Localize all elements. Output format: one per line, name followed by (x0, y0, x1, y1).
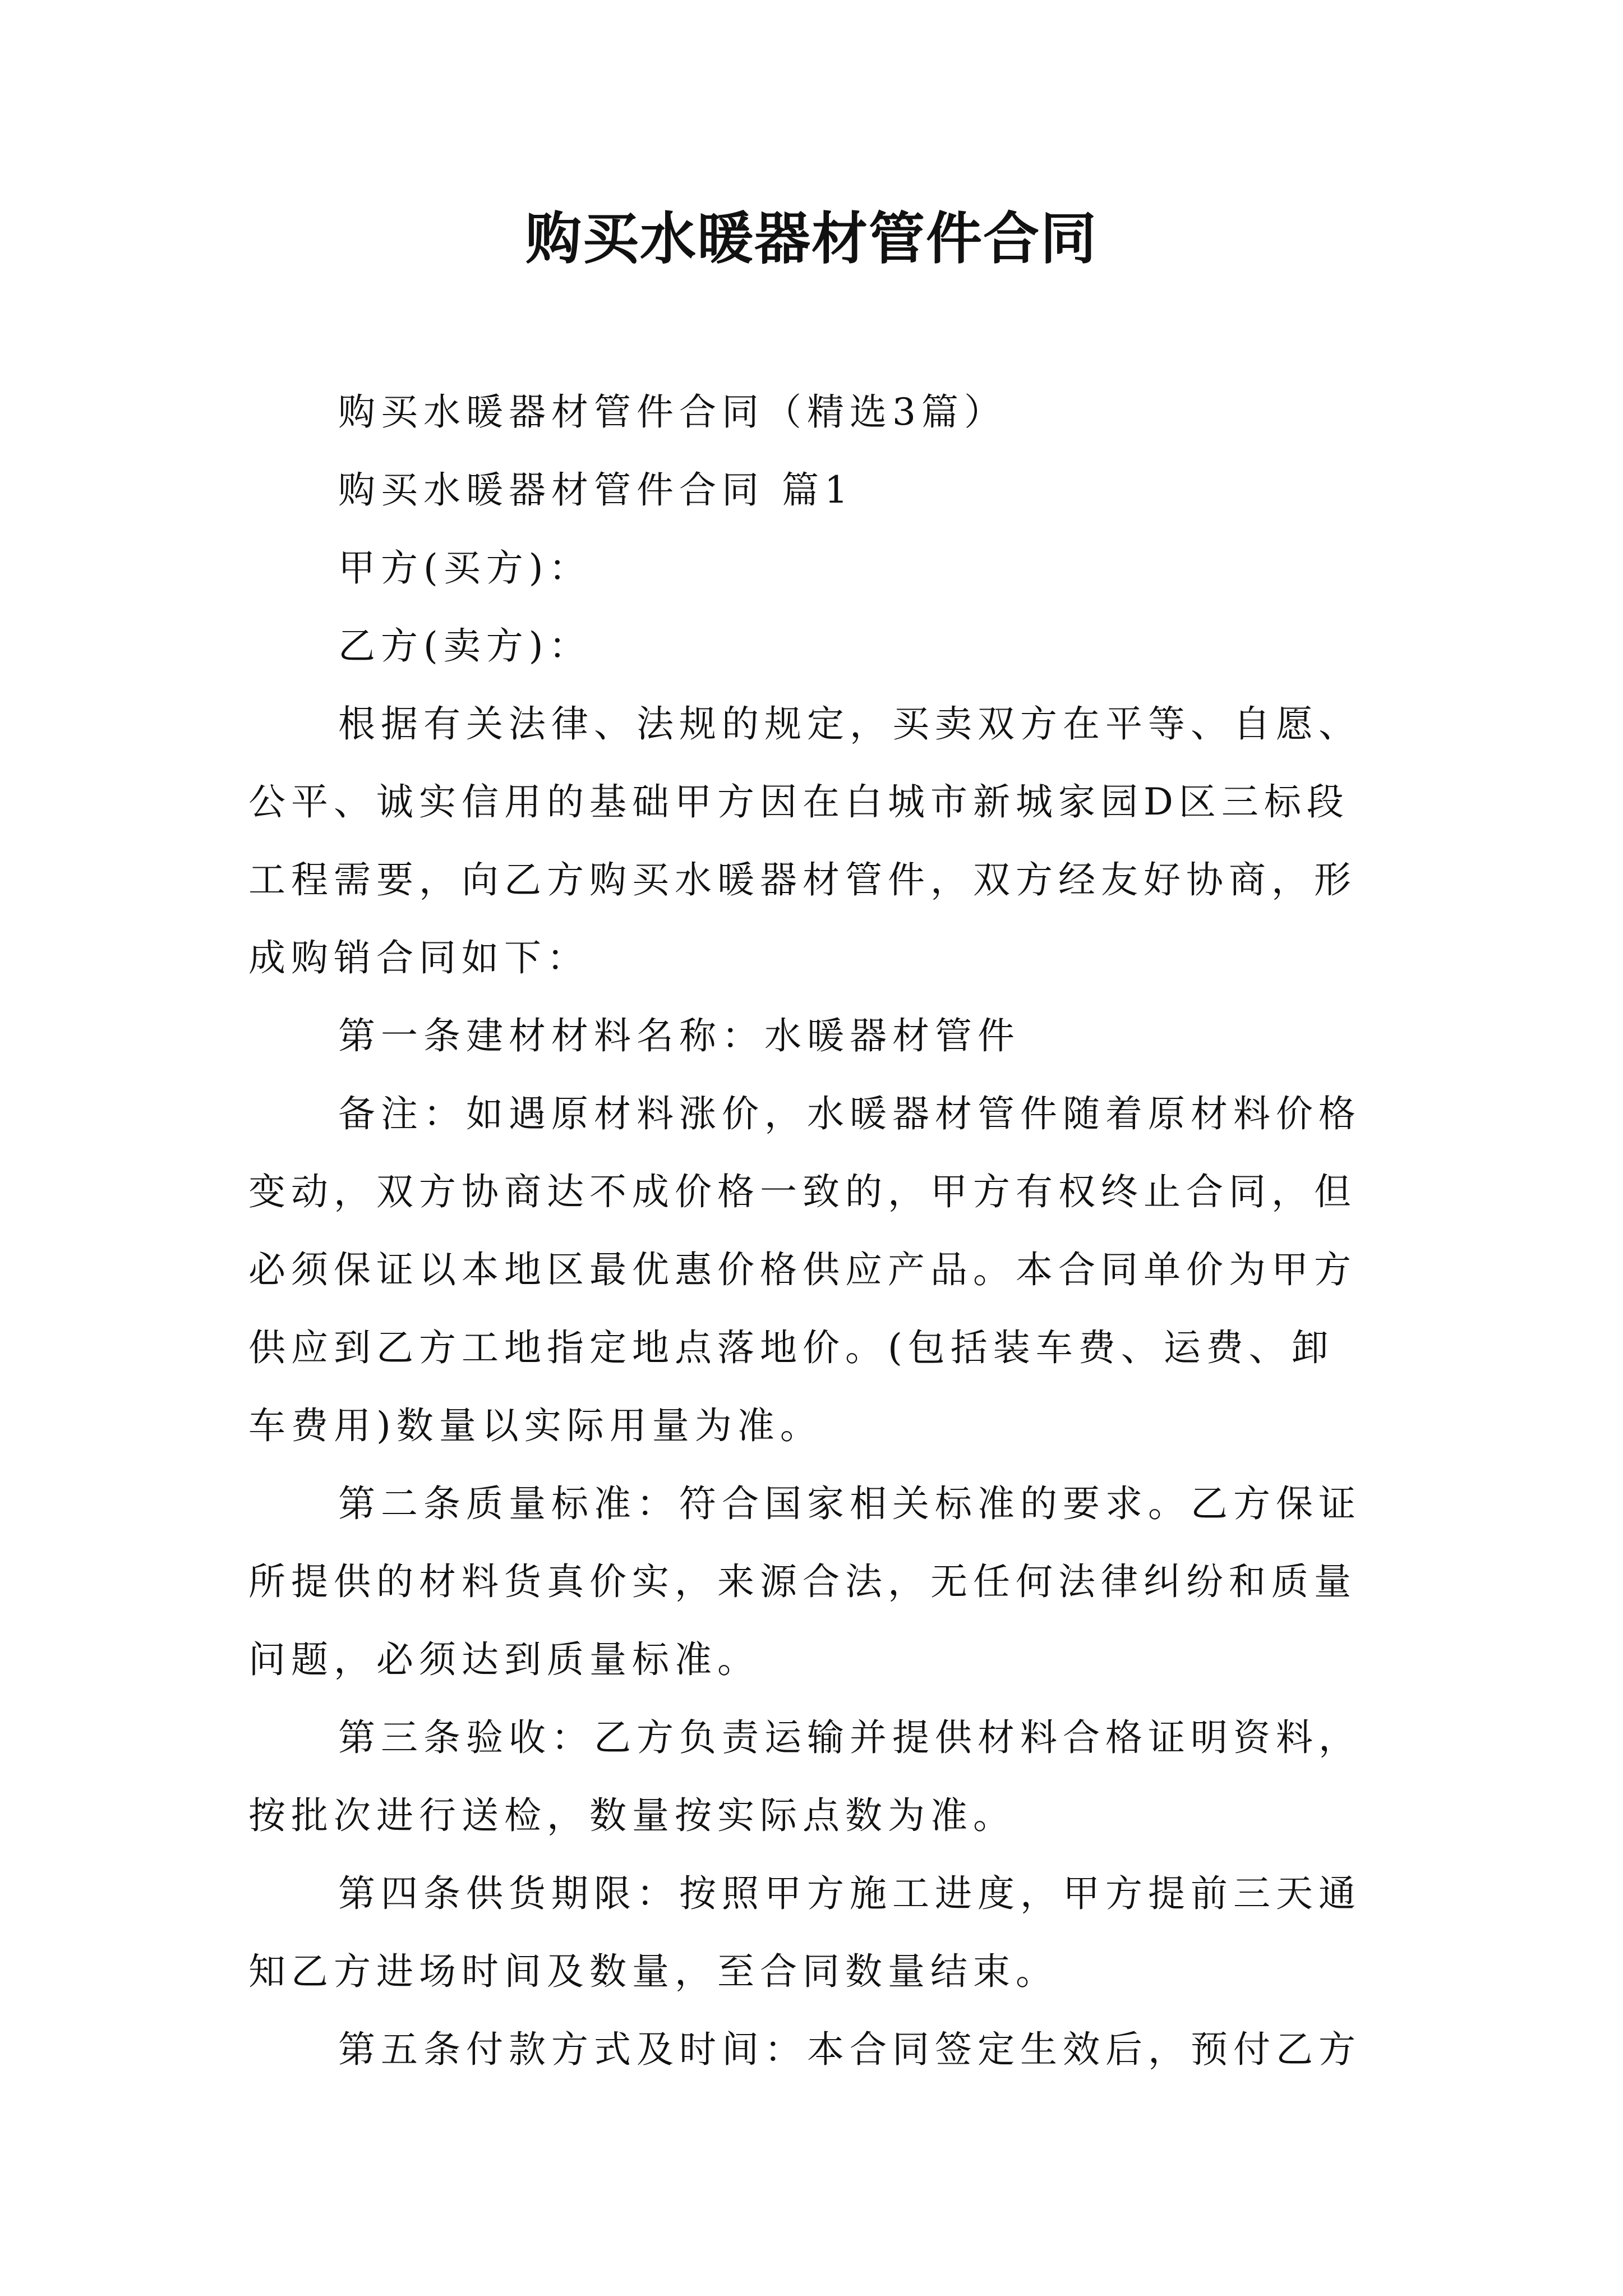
paragraph-article-2: 第二条质量标准：符合国家相关标准的要求。乙方保证 所提供的材料货真价实，来源合法，无任何法律纠纷和质量 问题，必须达到质量标准。 (248, 1482, 1361, 1681)
paragraph-article-4: 第四条供货期限：按照甲方施工进度，甲方提前三天通 知乙方进场时间及数量，至合同数量结束。 (248, 1872, 1361, 1993)
paragraph-part-heading: 购买水暖器材管件合同 篇1 (338, 468, 854, 512)
paragraph-article-1: 第一条建材材料名称：水暖器材管件 (338, 1014, 1020, 1057)
paragraph-party-b: 乙方(卖方)： (338, 624, 592, 668)
paragraph-article-3: 第三条验收：乙方负责运输并提供材料合格证明资料， 按批次进行送检，数量按实际点数为准。 (248, 1716, 1361, 1837)
document-title: 购买水暖器材管件合同 (525, 205, 1098, 272)
paragraph-subtitle: 购买水暖器材管件合同（精选3篇） (338, 390, 1007, 434)
document-body (248, 373, 1387, 2088)
paragraph-note: 备注：如遇原材料涨价，水暖器材管件随着原材料价格 变动，双方协商达不成价格一致的，甲方有权终止合同，但 必须保证以本地区最优惠价格供应产品。本合同单价为甲方 供应到乙方工地指定地点落地价。(包括装车费、运费、卸 车费用)数量以实际用量为准。 (248, 1092, 1361, 1447)
paragraph-article-5: 第五条付款方式及时间：本合同签定生效后，预付乙方 (338, 2028, 1361, 2071)
paragraph-party-a: 甲方(买方)： (338, 546, 592, 590)
paragraph-preamble: 根据有关法律、法规的规定，买卖双方在平等、自愿、 公平、诚实信用的基础甲方因在白城市新城家园D区三标段 工程需要，向乙方购买水暖器材管件，双方经友好协商，形 成购销合同如下： (248, 702, 1361, 979)
